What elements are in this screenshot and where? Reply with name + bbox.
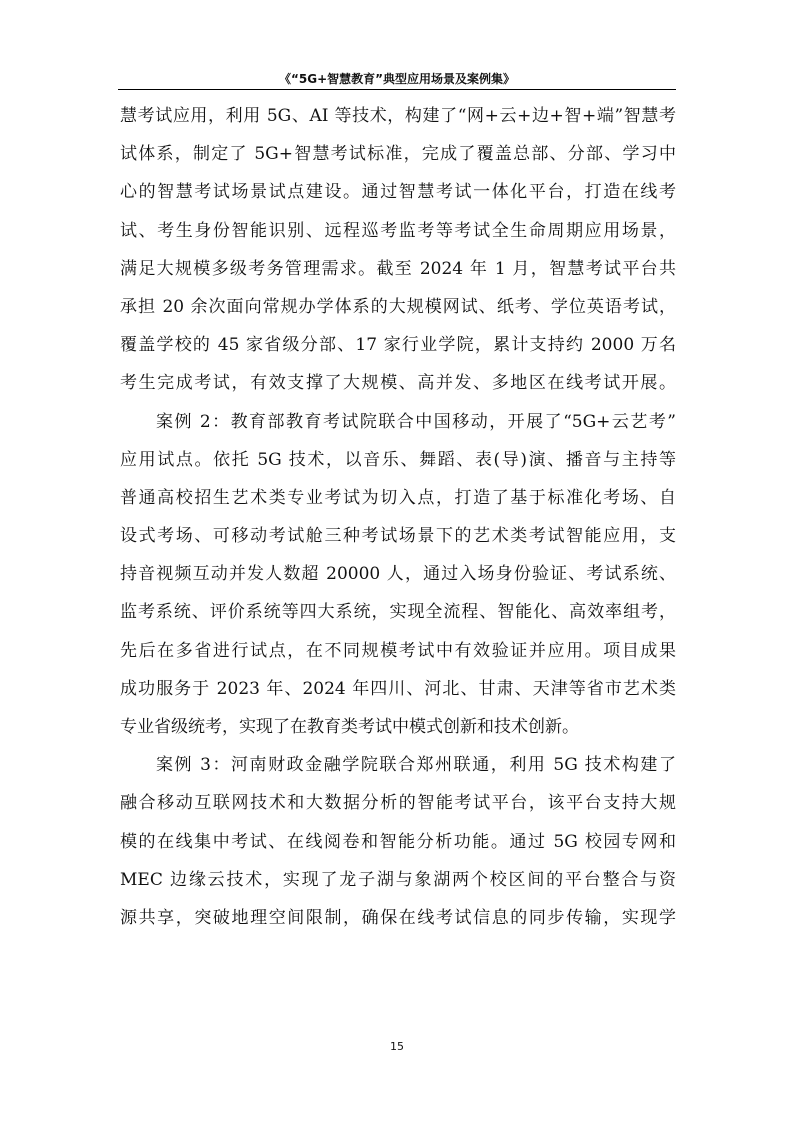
text-line-17: 专业省级统考，实现了在教育类考试中模式创新和技术创新。 <box>120 717 579 737</box>
text-line-4: 试、考生身份智能识别、远程巡考监考等考试全生命周期应用场景， <box>120 220 676 241</box>
text-line-2: 试体系，制定了 5G+智慧考试标准，完成了覆盖总部、分部、学习中 <box>120 144 676 165</box>
text-line-13: 持音视频互动并发人数超 20000 人，通过入场身份验证、考试系统、 <box>120 564 676 585</box>
text-line-1: 慧考试应用，利用 5G、AI 等技术，构建了“网+云+边+智+端”智慧考 <box>120 106 676 126</box>
text-line-21: MEC 边缘云技术，实现了龙子湖与象湖两个校区间的平台整合与资 <box>120 869 676 890</box>
text-line-14: 监考系统、评价系统等四大系统，实现全流程、智能化、高效率组考， <box>120 602 676 623</box>
text-line-6: 承担 20 余次面向常规办学体系的大规模网试、纸考、学位英语考试， <box>120 296 676 317</box>
text-line-22: 源共享，突破地理空间限制，确保在线考试信息的同步传输，实现学 <box>120 907 676 928</box>
text-line-10: 应用试点。依托 5G 技术，以音乐、舞蹈、表(导)演、播音与主持等 <box>120 449 676 470</box>
case-2-heading-line: 案例 2：教育部教育考试院联合中国移动，开展了“5G+云艺考” <box>156 411 676 432</box>
text-line-15: 先后在多省进行试点，在不同规模考试中有效验证并应用。项目成果 <box>120 640 676 661</box>
page-number: 15 <box>390 1040 404 1053</box>
text-line-19: 融合移动互联网技术和大数据分析的智能考试平台，该平台支持大规 <box>120 793 676 814</box>
body-text <box>120 97 676 937</box>
text-line-16: 成功服务于 2023 年、2024 年四川、河北、甘肃、天津等省市艺术类 <box>120 678 676 699</box>
text-line-7: 覆盖学校的 45 家省级分部、17 家行业学院，累计支持约 2000 万名 <box>120 335 676 356</box>
text-line-12: 设式考场、可移动考试舱三种考试场景下的艺术类考试智能应用，支 <box>120 526 676 547</box>
case-3-heading-line: 案例 3：河南财政金融学院联合郑州联通，利用 5G 技术构建了 <box>156 755 676 776</box>
header-rule <box>118 89 676 90</box>
text-line-3: 心的智慧考试场景试点建设。通过智慧考试一体化平台，打造在线考 <box>120 182 676 203</box>
text-line-5: 满足大规模多级考务管理需求。截至 2024 年 1 月，智慧考试平台共 <box>120 258 676 279</box>
text-line-20: 模的在线集中考试、在线阅卷和智能分析功能。通过 5G 校园专网和 <box>120 831 676 852</box>
text-line-8: 考生完成考试，有效支撑了大规模、高并发、多地区在线考试开展。 <box>120 373 676 394</box>
running-header: 《“5G+智慧教育”典型应用场景及案例集》 <box>278 72 516 86</box>
text-line-11: 普通高校招生艺术类专业考试为切入点，打造了基于标准化考场、自 <box>120 487 676 508</box>
